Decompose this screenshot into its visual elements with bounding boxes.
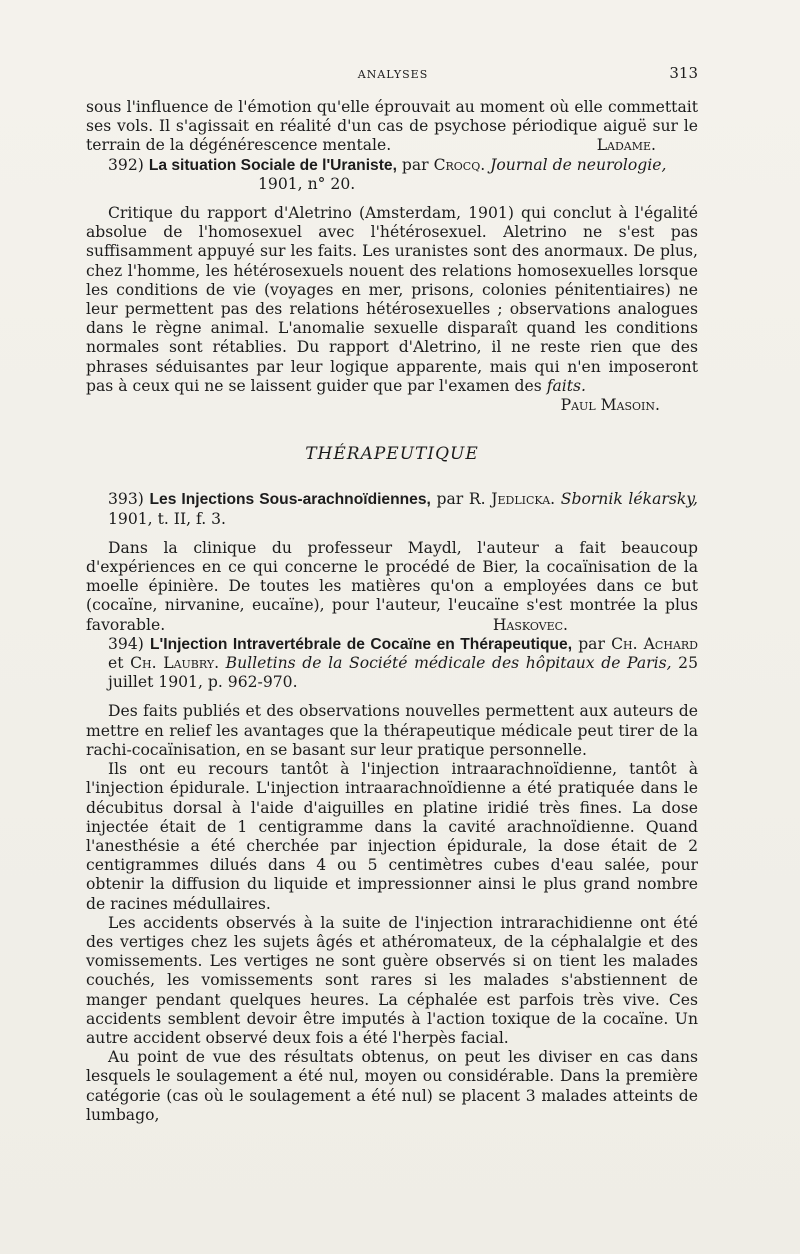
intro-signature: Ladame. [596,136,656,155]
entry-394-by: par [578,634,605,653]
entry-394-paragraph-4: Au point de vue des résultats obtenus, on peut les diviser en cas dans lesquels le soulagement a été nul, moyen ou considérable. Dans la première catégorie (cas où le soulagement a été nul) se placent 3 malades atteints de lumbago, [86,1048,698,1124]
entry-394-and: et [108,654,124,673]
entry-392-journal: Journal de neurologie, [490,155,667,174]
entry-392-author: Crocq. [433,155,486,174]
entry-394-author-2: Ch. Laubry. [130,654,220,673]
entry-393-text: Dans la clinique du professeur Maydl, l'auteur a fait beaucoup d'expériences en ce qui concerne le procédé de Bier, la cocaïnisation de la moelle épinière. De toutes les matières qu'on a employées dans ce but (cocaïne, nirvanine, eucaïne), pour l'auteur, l'eucaïne s'est montrée la plus favorable. [86,538,698,634]
page-body [86,98,698,1125]
entry-393-title: Les Injections Sous-arachnoïdiennes, [149,491,431,509]
entry-393-journal: Sbornik lékarsky, [560,490,698,509]
entry-394-paragraph-3: Les accidents observés à la suite de l'injection intrarachidienne ont été des vertiges chez les sujets âgés et athéromateux, de la céphalalgie et des vomissements. Les vertiges ne sont guère observés si on tient les malades couchés, les vomissements sont rares si les malades s'abstiennent de manger pendant quelques heures. La céphalée est parfois très vive. Ces accidents semblent devoir être imputés à l'action toxique de la cocaïne. Un autre accident observé deux fois a été l'herpès facial. [86,913,698,1047]
entry-393-signature: Haskovec. [492,615,568,634]
entry-392-by: par [401,155,429,174]
page-number: 313 [669,64,698,82]
entry-394-number: 394) [108,634,144,653]
entry-392-signature: Paul Masoin. [560,396,660,415]
intro-paragraph [86,98,698,156]
page-header [88,62,698,86]
entry-394-author-1: Ch. Achard [611,634,698,653]
entry-393-author: R. Jedlicka. [468,490,556,509]
entry-394-journal: Bulletins de la Société médicale des hôpitaux de Paris, [225,654,672,673]
running-title: ANALYSES [357,68,429,81]
intro-text: sous l'influence de l'émotion qu'elle éprouvait au moment où elle commettait ses vols. Il s'agissait en réalité d'un cas de psychose périodique aiguë sur le terrain de la dégénérescence mentale. [86,98,698,155]
entry-393-abstract [86,539,698,635]
entry-392-ref-line [86,175,698,194]
entry-392-text: Critique du rapport d'Aletrino (Amsterdam, 1901) qui conclut à l'égalité absolue de l'homosexuel avec l'hétérosexuel. Aletrino ne s'est pas suffisamment appuyé sur les faits. Les uranistes sont des anormaux. De plus, chez l'homme, les hétérosexuels nouent des relations homosexuelles lorsque les conditions de vie (voyages en mer, prisons, colonies pénitentiaires) ne leur permettent pas des relations hétérosexuelles ; observations analogues dans le règne animal. L'anomalie sexuelle disparaît quand les conditions normales sont rétablies. Du rapport d'Aletrino, il ne reste rien que des phrases séduisantes par leur logique apparente, mais qui n'en imposeront pas à ceux qui ne se laissent guider que par l'examen des [86,204,698,395]
entry-392-text-end: faits. [546,376,587,395]
entry-393-by: par [436,490,464,509]
entry-393-number: 393) [108,490,144,509]
entry-392-heading [86,156,698,175]
entry-392-ref: 1901, n° 20. [258,174,356,193]
entry-392-number: 392) [108,155,144,174]
entry-394-heading [86,635,698,693]
entry-393-heading [86,490,698,528]
entry-394-title: L'Injection Intravertébrale de Cocaïne en Thérapeutique, [150,635,573,653]
entry-392-title: La situation Sociale de l'Uraniste, [148,156,397,174]
entry-392-abstract [86,204,698,415]
section-title: THÉRAPEUTIQUE [305,444,479,465]
entry-394-paragraph-1: Des faits publiés et des observations nouvelles permettent aux auteurs de mettre en relief les avantages que la thérapeutique médicale peut tirer de la rachi-cocaïnisation, en se basant sur leur pratique personnelle. [86,702,698,759]
entry-394-ref: 25 juillet 1901, p. 962-970. [108,654,698,692]
entry-393-ref: 1901, t. II, f. 3. [108,509,227,528]
entry-394-paragraph-2: Ils ont eu recours tantôt à l'injection intraarachnoïdienne, tantôt à l'injection épidurale. L'injection intraarachnoïdienne a été pratiquée dans le décubitus dorsal à l'aide d'aiguilles en platine iridié très fines. La dose injectée était de 1 centigramme dans la cavité arachnoïdienne. Quand l'anesthésie a été cherchée par injection épidurale, la dose était de 2 centigrammes dilués dans 4 ou 5 centimètres cubes d'eau salée, pour obtenir la diffusion du liquide et impressionner ainsi le plus grand nombre de racines médullaires. [86,760,698,913]
